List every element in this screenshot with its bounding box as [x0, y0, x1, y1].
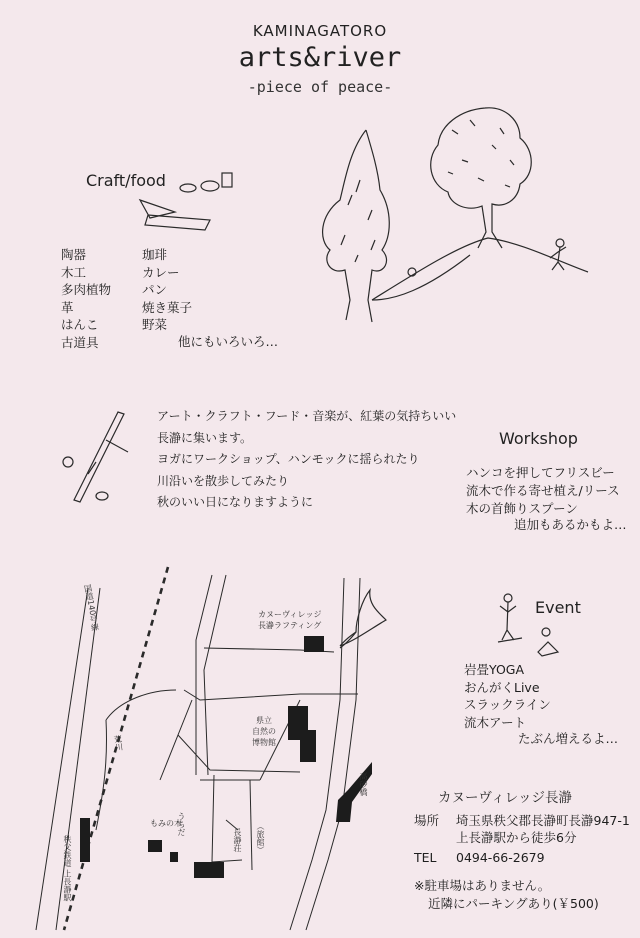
intro-line: 川沿いを散歩してみたり	[157, 473, 290, 488]
map-station-label: 秩父鉄道 上長瀞駅	[63, 835, 72, 902]
intro-line: アート・クラフト・フード・音楽が、紅葉の気持ちいい	[157, 409, 457, 423]
intro-line: 長瀞に集います。	[157, 430, 253, 445]
craft-item: 革	[61, 299, 74, 315]
map-museum-label: 博物館	[252, 738, 276, 747]
food-item: 焼き菓子	[142, 299, 193, 315]
map-uchida-label: うちだ	[177, 812, 186, 836]
map-bridge-label: 高砂橋	[359, 772, 368, 796]
craft-item: 陶器	[61, 247, 87, 262]
venue-access: 上長瀞駅から徒歩6分	[456, 830, 577, 845]
craft-heading: Craft/food	[86, 171, 166, 190]
waving-person-icon	[556, 239, 564, 247]
craft-item: 多肉植物	[61, 282, 112, 298]
craft-more: 他にもいろいろ…	[178, 334, 279, 349]
craft-item: 古道具	[61, 334, 99, 350]
craft-item: はんこ	[61, 317, 99, 333]
map-ryokan-label: （旅館）	[256, 822, 265, 854]
venue-address: 埼玉県秩父郡長瀞町長瀞947-1	[456, 813, 630, 828]
bird-icon	[340, 590, 386, 648]
workshop-more: 追加もあるかもよ…	[514, 517, 627, 532]
map-road-label: 国道140号線	[82, 583, 101, 632]
workshop-heading: Workshop	[499, 429, 578, 448]
food-item: 珈琲	[142, 247, 168, 262]
map-river-label: 荒川	[112, 734, 125, 752]
craft-list	[61, 246, 111, 352]
craft-item: 木工	[61, 264, 87, 280]
workshop-item: 木の首飾りスプーン	[466, 501, 578, 516]
hill-line	[372, 238, 588, 300]
food-list	[142, 246, 192, 334]
venue-name: カヌーヴィレッジ長瀞	[438, 790, 573, 806]
food-item: パン	[142, 282, 168, 298]
round-tree-icon	[431, 108, 532, 248]
map-momiji-label: もみの木	[150, 819, 182, 828]
map-museum-label: 自然の	[252, 727, 276, 736]
event-eyebrow: KAMINAGATORO	[252, 22, 388, 40]
map-nagatoro-so-label: 長瀞荘	[233, 828, 242, 852]
event-subtitle: -piece of peace-	[247, 78, 393, 96]
event-list	[464, 661, 551, 731]
driftwood-icon	[63, 412, 128, 502]
event-more: たぶん増えるよ…	[518, 731, 619, 746]
venue-place-label: 場所	[414, 813, 440, 828]
venue-tel-label: TEL	[414, 850, 437, 865]
venue-tel: 0494-66-2679	[456, 850, 545, 865]
event-item: 岩畳YOGA	[464, 662, 525, 677]
event-item: 流木アート	[464, 714, 527, 730]
intro-line: 秋のいい日になりますように	[157, 495, 314, 509]
tall-tree-icon	[323, 130, 390, 322]
event-item: おんがくLive	[464, 679, 540, 695]
food-item: 野菜	[142, 317, 168, 333]
workshop-list	[466, 464, 620, 518]
event-title: arts&river	[238, 42, 402, 73]
event-item: スラックライン	[464, 697, 551, 712]
workshop-item: 流木で作る寄せ植え/リース	[466, 483, 620, 498]
food-item: カレー	[142, 264, 180, 280]
parking-note: ※駐車場はありません。	[414, 878, 551, 893]
intro-line: ヨガにワークショップ、ハンモックに揺られたり	[157, 452, 420, 466]
map-canoe-label: カヌーヴィレッジ	[258, 610, 322, 619]
map-rafting-label: 長瀞ラフティング	[258, 621, 322, 630]
parking-nearby: 近隣にパーキングあり(￥500)	[428, 896, 599, 911]
workshop-item: ハンコを押してフリスビー	[466, 465, 615, 480]
event-heading: Event	[535, 598, 581, 617]
map-museum-label: 県立	[256, 716, 272, 725]
map-buildings	[80, 636, 372, 878]
intro-text	[157, 406, 456, 514]
